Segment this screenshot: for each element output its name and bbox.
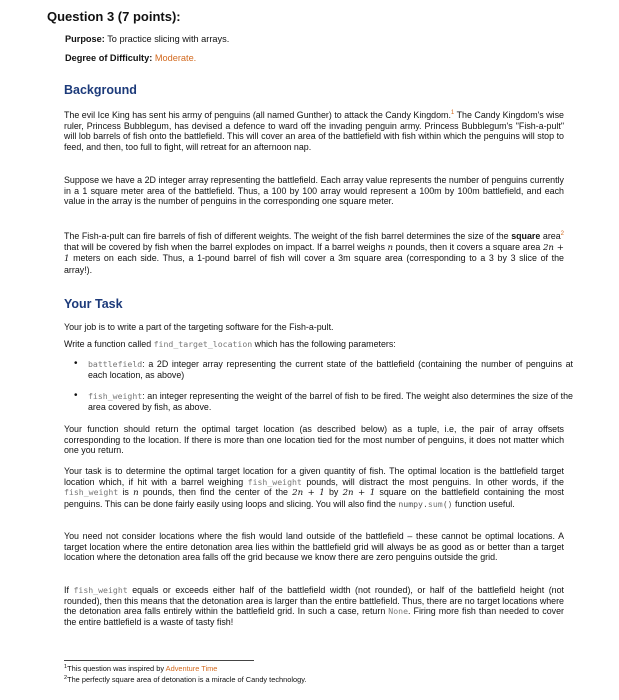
background-paragraph-1: The evil Ice King has sent his army of penguins (all named Gunther) to attack the Candy Kingdom.$^1$ The Candy Kingdom's wise ruler, Princess Bubblegum, has devised a defence to ward off the invading penguin army. Princess Bubblegum's "Fish-a-pult" will lob barrels of fish onto the battlefield. This will cover an area of the battlefield with fish within which the penguins will stop to feed, and then, too full to fight, will retreat for an afternoon nap.	[64, 110, 564, 153]
your-task-heading: Your Task	[64, 297, 123, 311]
function-name-code: find_target_location	[153, 339, 253, 349]
footnote-2: $^2$The perfectly square area of detonation is a miracle of Candy technology.	[64, 675, 307, 684]
background-paragraph-2: Suppose we have a 2D integer array representing the battlefield. Each array value represents the number of penguins currently in a 1 square meter area of the battlefield. Thus, a 100 by 100 array would represent a 100m by 100m battlefield, and each value in the array is the number of penguins in the corresponding one square meter.	[64, 175, 564, 207]
task-paragraph-1: Your job is to write a part of the targeting software for the Fish-a-pult.	[64, 322, 334, 332]
footnote-divider	[64, 660, 254, 661]
task-paragraph-2: Write a function called find_target_location which has the following parameters:	[64, 339, 396, 349]
footnote-1: $^1$This question was inspired by Adventure Time	[64, 664, 218, 673]
purpose-text: To practice slicing with arrays.	[107, 34, 230, 44]
purpose-label: Purpose:	[65, 34, 105, 44]
difficulty-line	[65, 53, 196, 63]
adventure-time-link[interactable]: Adventure Time	[165, 664, 218, 673]
question-title: Question 3 (7 points):	[47, 9, 181, 24]
footnote-ref-1[interactable]: 1	[450, 110, 455, 116]
background-heading: Background	[64, 83, 137, 97]
background-paragraph-3: The Fish-a-pult can fire barrels of fish of different weights. The weight of the fish barrel determines the size of the square area$^2$ that will be covered by fish when the barrel explodes on impact. If a barrel weighs n pounds, then it covers a square area 2n + 1 meters on each side. Thus, a 1-pound barrel of fish will cover a 3m square area (corresponding to a 3 by 3 slice of the array!).	[64, 231, 565, 276]
purpose-line	[65, 34, 229, 44]
task-paragraph-5: You need not consider locations where the fish would land outside of the battlefield – these cannot be optimal locations. A target location where the entire detonation area lies within the battlefield grid will always be as good as or better than a target location where the detonation area falls off the grid because we know there are zero penguins outside the grid.	[64, 531, 564, 563]
footnote-ref-2[interactable]: 2	[560, 231, 564, 237]
task-paragraph-4: Your task is to determine the optimal target location for a given quantity of fish. The optimal location is the battlefield target location which, if hit with a barrel weighing fish_weight pounds, will distract the most penguins. In other words, if the fish_weight is n pounds, then find the center of the 2n + 1 by 2n + 1 square on the battlefield containing the most penguins. This can be done fairly easily using loops and slicing. You will also find the numpy.sum() function useful.	[64, 466, 565, 510]
task-paragraph-6: If fish_weight equals or exceeds either half of the battlefield width (not rounded), or half of the battlefield height (not rounded), then this means that the detonation area is larger than the entire battlefield. Thus, there are no target locations where the detonation area falls entirely within the battlefield grid. In such a case, return None. Firing more fish than needed to cover the entire battlefield is a waste of tasty fish!	[64, 585, 564, 628]
task-paragraph-3: Your function should return the optimal target location (as described below) as a tuple, i.e, the pair of array offsets corresponding to the location. If there is more than one location tied for the most number of penguins, it does not matter which one you return.	[64, 424, 564, 456]
difficulty-value: Moderate.	[154, 53, 197, 63]
parameter-battlefield: • battlefield: a 2D integer array representing the current state of the battlefield (containing the number of penguins at each location, as above)	[74, 358, 573, 380]
difficulty-label: Degree of Difficulty:	[65, 53, 153, 63]
parameter-fish-weight: • fish_weight: an integer representing the weight of the barrel of fish to be fired. The weight also determines the size of the area covered by fish, as above.	[74, 390, 573, 412]
